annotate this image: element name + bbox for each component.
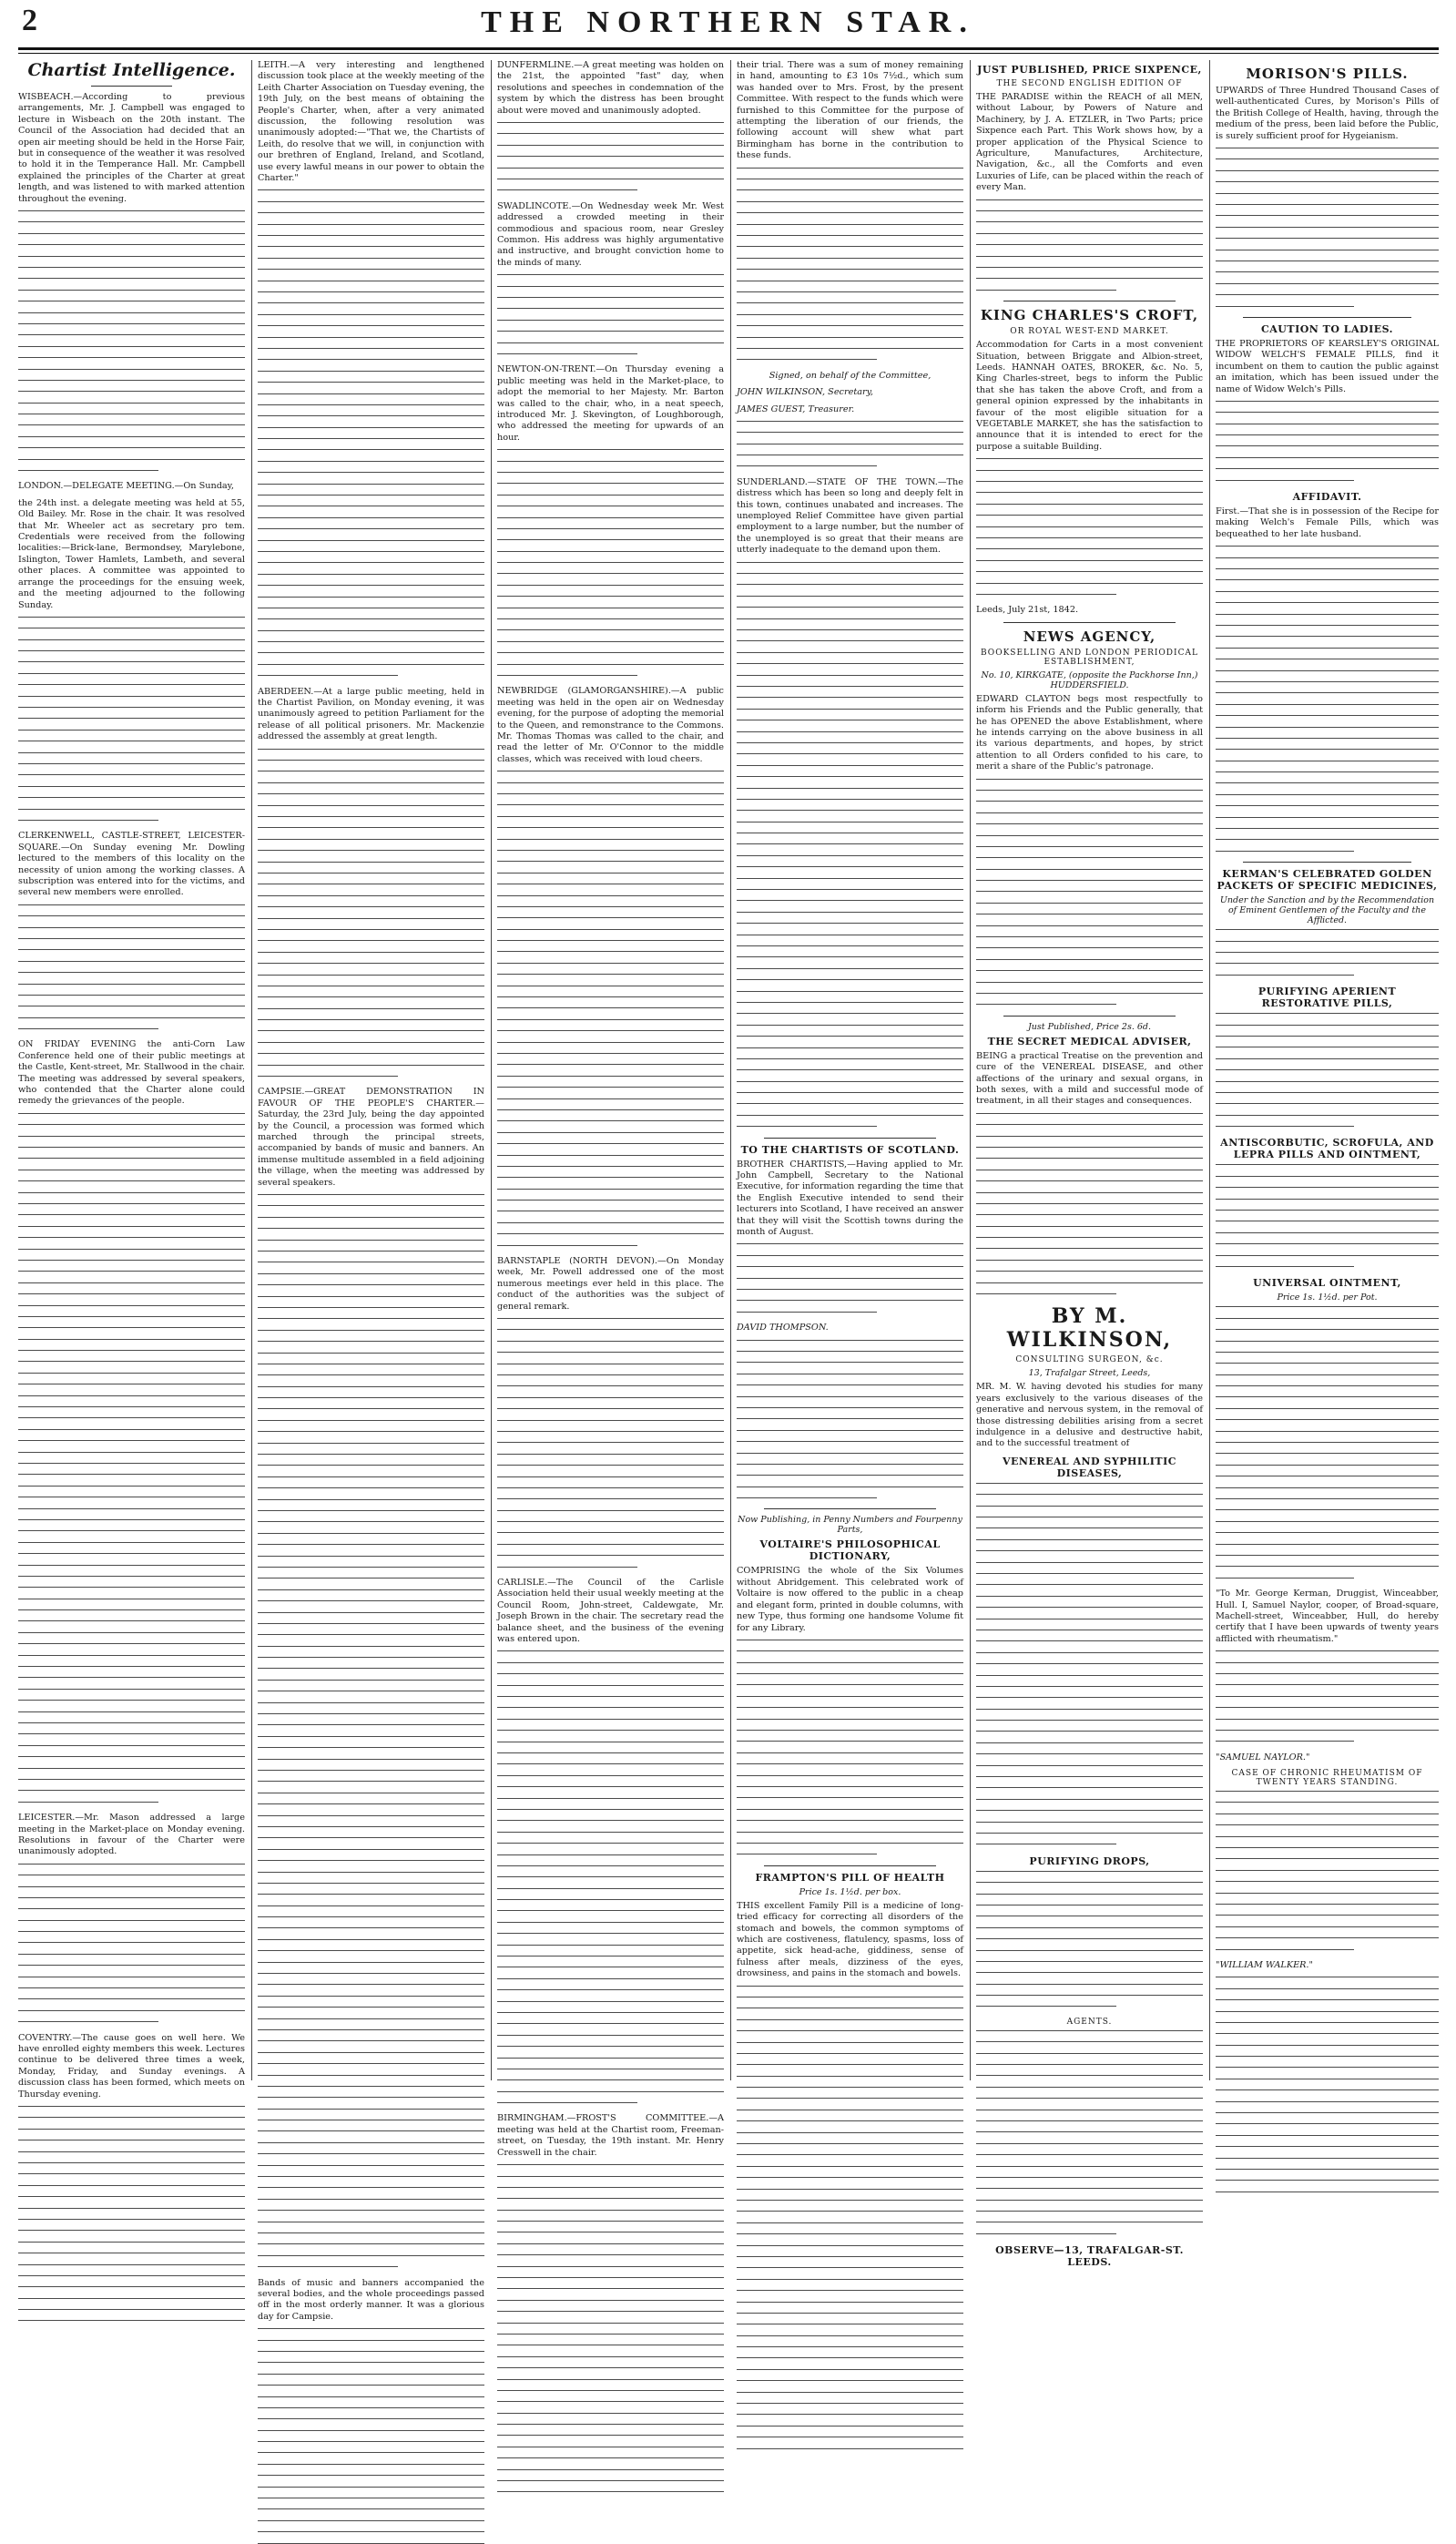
filler-text: [1216, 546, 1439, 852]
heading-affidavit: AFFIDAVIT.: [1292, 491, 1362, 504]
columns-area: [18, 60, 1439, 2322]
ad-wilkinson: MR. M. W. having devoted his studies for many years exclusively to the various diseases of the generative and nervous system, in the removal of those distressing debilities arising from a secret indulgence in a delusive and destructive habit, and to the successful treatment of: [976, 1382, 1203, 1449]
filler-text: [1216, 929, 1439, 976]
column-separator: [970, 60, 971, 2080]
affidavit-text: First.—That she is in possession of the Recipe for making Welch's Female Pills, which was bequeathed to her late husband.: [1216, 506, 1439, 539]
heading-king-charles-croft: KING CHARLES'S CROFT,: [980, 307, 1199, 324]
heading-secret-medical-adviser: THE SECRET MEDICAL ADVISER,: [987, 1035, 1192, 1047]
frampton-price: Price 1s. 1½d. per box.: [799, 1886, 901, 1897]
filler-text: [737, 562, 963, 1128]
divider: [1243, 862, 1411, 863]
ad-news-agency: EDWARD CLAYTON begs most respectfully to inform his Friends and the Public generally, that he has OPENED the above Establishment, where he intends carrying on the above business in all its various departments, and hopes, by strict attention to all Orders confided to his care, to merit a share of the Public's patronage.: [976, 693, 1203, 772]
filler-text: [737, 1340, 963, 1498]
filler-text: [18, 904, 245, 1029]
kerman-subtitle: Under the Sanction and by the Recommendation of Eminent Gentlemen of the Faculty and the Afflicted.: [1219, 895, 1435, 926]
page-number: 2: [22, 4, 37, 37]
section-title: Chartist Intelligence.: [27, 60, 236, 80]
article-barnstaple: BARNSTAPLE (NORTH DEVON).—On Monday week, Mr. Powell addressed one of the most numerous meetings ever held in this place. The conduct of the authorities was the subject of general remark.: [497, 1256, 724, 1312]
article-newbridge: NEWBRIDGE (GLAMORGANSHIRE).—A public meeting was held in the open air on Wednesday evening, for the purpose of adopting the memorial to the Queen, and remonstrance to the Commons. Mr. Thomas Thomas was called to the chair, and read the letter of Mr. O'Connor to the middle classes, which was received with loud cheers.: [497, 686, 724, 764]
testimonial-naylor: "To Mr. George Kerman, Druggist, Winceabber, Hull. I, Samuel Naylor, cooper, of Broad-square, Machell-street, Winceabber, Hull, do hereby certify that I have been upwards of twenty years afflicted with rheumatism.": [1216, 1589, 1439, 1644]
heading-kermans-packets: KERMAN'S CELEBRATED GOLDEN PACKETS OF SPECIFIC MEDICINES,: [1217, 868, 1438, 893]
article-wisbeach: WISBEACH.—According to previous arrangements, Mr. J. Campbell was engaged to lecture in Wisbeach on the 20th instant. The Council of the Association had decided that an open air meeting should be held in the Horse Fair, but in consequence of the weather it was resolved to hold it in the Temperance Hall. Mr. Campbell explained the principles of the Charter at great length, and was listened to with marked attention throughout the evening.: [18, 92, 245, 204]
filler-text: [1216, 1306, 1439, 1578]
heading-purifying-drops: PURIFYING DROPS,: [1029, 1854, 1150, 1867]
ad-secret-medical-adviser: BEING a practical Treatise on the prevention and cure of the VENEREAL DISEASE, and other affections of the urinary and sexual organs, in both sexes, with a mild and successful mode of treatment, in all their stages and consequences.: [976, 1050, 1203, 1107]
filler-text: [258, 1194, 484, 2267]
filler-text: [1216, 1164, 1439, 1267]
article-birmingham: BIRMINGHAM.—FROST'S COMMITTEE.—A meeting was held at the Chartist room, Freeman-street, on Tuesday, the 19th instant. Mr. Henry Cresswell in the chair.: [497, 2113, 724, 2158]
column-separator: [251, 60, 252, 2080]
article-london: the 24th inst. a delegate meeting was held at 55, Old Bailey. Mr. Rose in the chair. It was resolved that Mr. Wheeler act as secretary pro tem. Credentials were received from the following localities:—Brick-lane, Bermondsey, Marylebone, Islington, Tower Hamlets, Lambeth, and several other places. A committee was appointed to arrange the proceedings for the ensuing week, and the meeting adjourned to the following Sunday.: [18, 497, 245, 610]
filler-text: [1216, 1650, 1439, 1742]
wilkinson-subtitle: CONSULTING SURGEON, &c.: [1015, 1355, 1164, 1365]
filler-text: [976, 1113, 1203, 1294]
filler-text: [258, 189, 484, 676]
article-coventry: COVENTRY.—The cause goes on well here. We have enrolled eighty members this week. Lectures continue to be delivered three times a week, Monday, Friday, and Sunday evenings. A discussion class has been formed, which meets on Thursday evening.: [18, 2032, 245, 2100]
heading-agents: AGENTS.: [1066, 2017, 1113, 2027]
heading-antiscorbutic-pills: ANTISCORBUTIC, SCROFULA, AND LEPRA PILLS AND OINTMENT,: [1220, 1137, 1434, 1161]
article-leith: LEITH.—A very interesting and lengthened discussion took place at the weekly meeting of the Leith Charter Association on Tuesday evening, the 19th July, on the best means of obtaining the People's Charter, when, after a very animated discussion, the following resolution was unanimously adopted:—"That we, the Chartists of Leith, do resolve that we will, in conjunction with our brethren of England, Ireland, and Scotland, use every lawful means in our power to obtain the Charter.": [258, 60, 484, 184]
column-separator: [730, 60, 731, 2080]
newspaper-title: THE NORTHERN STAR.: [481, 5, 975, 39]
ad-voltaire: COMPRISING the whole of the Six Volumes without Abridgement. This celebrated work of Voltaire is now offered to the public in a cheap and elegant form, printed in double columns, with new Type, thus forming one handsome Volume fit for any Library.: [737, 1566, 963, 1633]
article-scotland: BROTHER CHARTISTS,—Having applied to Mr. John Campbell, Secretary to the National Executive, for information regarding the time that the English Executive intended to send their lecturers into Scotland, I have received an answer that they will visit the Scottish towns during the month of August.: [737, 1159, 963, 1238]
divider: [1243, 317, 1411, 318]
voltaire-ad-line: Now Publishing, in Penny Numbers and Fourpenny Parts,: [738, 1515, 962, 1536]
ad-kearsley: THE PROPRIETORS OF KEARSLEY'S ORIGINAL WIDOW WELCH'S FEMALE PILLS, find it incumbent on them to caution the public against an imitation, which has been issued under the name of Widow Welch's Pills.: [1216, 338, 1439, 394]
filler-text: [497, 2164, 724, 2492]
signer-treasurer: JAMES GUEST, Treasurer.: [737, 404, 855, 414]
news-subtitle: BOOKSELLING AND LONDON PERIODICAL ESTABLISHMENT,: [981, 648, 1198, 667]
article-carlisle: CARLISLE.—The Council of the Carlisle Association held their usual weekly meeting at the Council Room, John-street, Caldewgate, Mr. Joseph Brown in the chair. The secretary read the balance sheet, and the business of the evening was entered upon.: [497, 1578, 724, 1645]
column-5: [976, 60, 1203, 2269]
article-heading-london: LONDON.—DELEGATE MEETING.—On Sunday,: [18, 481, 234, 492]
column-separator: [1209, 60, 1210, 2080]
article-swadlincote: SWADLINCOTE.—On Wednesday week Mr. West addressed a crowded meeting in their commodious and spacious room, near Gresley Common. His address was highly argumentative and instructive, and brought conviction home to the minds of many.: [497, 200, 724, 268]
heading-morisons-pills: MORISON'S PILLS.: [1246, 66, 1409, 82]
filler-text: [737, 168, 963, 361]
ad-morisons-pills: UPWARDS of Three Hundred Thousand Cases of well-authenticated Cures, by Morison's Pills of the British College of Health, having, through the medium of the press, been laid before the Public, is surely sufficient proof for Hygeianism.: [1216, 86, 1439, 141]
adviser-price: Just Published, Price 2s. 6d.: [1027, 1021, 1152, 1032]
column-3: [497, 60, 724, 2158]
divider: [1003, 1016, 1176, 1017]
filler-text: [976, 458, 1203, 595]
ad-paradise: THE PARADISE within the REACH of all MEN, without Labour, by Powers of Nature and Machinery, by J. A. ETZLER, in Two Parts; price Sixpence each Part. This Work shows how, by a proper application of the Physical Science to Agriculture, Manufactures, Architecture, Navigation, &c., all the Comforts and even Luxuries of Life, can be placed within the reach of every Man.: [976, 92, 1203, 193]
article-dunfermline: DUNFERMLINE.—A great meeting was holden on the 21st, the appointed "fast" day, when resolutions and speeches in condemnation of the system by which the distress has been brought about were moved and unanimously adopted.: [497, 60, 724, 116]
heading-universal-ointment: UNIVERSAL OINTMENT,: [1253, 1277, 1401, 1290]
divider: [91, 86, 172, 87]
signature-walker: "WILLIAM WALKER.": [1216, 1959, 1313, 1970]
article-campsie-closing: Bands of music and banners accompanied the several bodies, and the whole proceedings passed off in the most orderly manner. It was a glorious day for Campsie.: [258, 2277, 484, 2322]
filler-text: [737, 1243, 963, 1312]
signature-scotland: DAVID THOMPSON.: [737, 1323, 829, 1333]
column-separator: [491, 60, 492, 2080]
ad-croft: Accommodation for Carts in a most convenient Situation, between Briggate and Albion-street, Leeds. HANNAH OATES, BROKER, &c. No. 5, King Charles-street, begs to inform the Public that she has taken the above Croft, and from a general opinion expressed by the inhabitants in favour of the most eligible situation for a VEGETABLE MARKET, she has the satisfaction to announce that it is intended to erect for the purpose a suitable Building.: [976, 340, 1203, 452]
article-campsie: CAMPSIE.—GREAT DEMONSTRATION IN FAVOUR OF THE PEOPLE'S CHARTER.—Saturday, the 23rd July, being the day appointed by the Council, a procession was formed which marched through the principal streets, accompanied by bands of music and banners. An immense multitude assembled in a field adjoining the village, when the meeting was addressed by several speakers.: [258, 1087, 484, 1188]
article-sunderland: SUNDERLAND.—STATE OF THE TOWN.—The distress which has been so long and deeply felt in this town, continues unabated and increases. The unemployed Relief Committee have given partial employment to a large number, but the number of the unemployed is so great that their means are utterly inadequate to the demand upon them.: [737, 476, 963, 556]
article-leicester: LEICESTER.—Mr. Mason addressed a large meeting in the Market-place on Monday evening. Resolutions in favour of the Charter were unanimously adopted.: [18, 1813, 245, 1857]
filler-text: [737, 1986, 963, 2449]
paradise-edition: THE SECOND ENGLISH EDITION OF: [996, 79, 1183, 88]
filler-text: [1216, 401, 1439, 481]
filler-text: [497, 449, 724, 676]
divider: [1003, 622, 1176, 623]
filler-text: [737, 1640, 963, 1854]
signer-secretary: JOHN WILKINSON, Secretary,: [737, 387, 873, 398]
column-2: [258, 60, 484, 2322]
heading-venereal-diseases: VENEREAL AND SYPHILITIC DISEASES,: [1002, 1455, 1176, 1479]
heading-news-agency: NEWS AGENCY,: [1023, 628, 1156, 645]
filler-text: [258, 749, 484, 1077]
divider: [764, 1138, 936, 1139]
filler-text: [18, 210, 245, 471]
column-4: [737, 60, 963, 2080]
filler-text: [18, 1864, 245, 2022]
filler-text: [976, 779, 1203, 1006]
croft-subtitle: OR ROYAL WEST-END MARKET.: [1010, 327, 1169, 337]
filler-text: [976, 1871, 1203, 2008]
filler-text: [258, 2328, 484, 2543]
filler-text: [497, 274, 724, 354]
heading-voltaire: VOLTAIRE'S PHILOSOPHICAL DICTIONARY,: [759, 1538, 941, 1563]
heading-scotland: TO THE CHARTISTS OF SCOTLAND.: [740, 1143, 960, 1156]
signature-naylor: "SAMUEL NAYLOR.": [1216, 1752, 1310, 1762]
article-friday: ON FRIDAY EVENING the anti-Corn Law Conference held one of their public meetings at the Castle, Kent-street, Mr. Stallwood in the chair. The meeting was addressed by several speakers, who contended that the Charter alone could remedy the grievances of the people.: [18, 1039, 245, 1107]
filler-text: [18, 2106, 245, 2321]
column-1: [18, 60, 245, 2100]
masthead: [0, 0, 1456, 67]
article-clerkenwell: CLERKENWELL, CASTLE-STREET, LEICESTER-SQUARE.—On Sunday evening Mr. Dowling lectured to the members of this locality on the necessity of union among the working classes. A subscription was entered into for the victims, and several new members were enrolled.: [18, 831, 245, 898]
filler-text: [497, 122, 724, 190]
filler-text: [497, 771, 724, 1245]
filler-text: [1216, 148, 1439, 306]
heading-purifying-aperient-pills: PURIFYING APERIENT RESTORATIVE PILLS,: [1257, 986, 1397, 1010]
heading-observe: OBSERVE—13, TRAFALGAR-ST. LEEDS.: [995, 2244, 1184, 2269]
divider: [764, 1508, 936, 1509]
filler-text: [737, 421, 963, 467]
filler-text: [976, 1483, 1203, 1845]
wilkinson-address: 13, Trafalgar Street, Leeds,: [1028, 1368, 1151, 1379]
article-committee-accounts: their trial. There was a sum of money remaining in hand, amounting to £3 10s 7½d., which sum was handed over to Mrs. Frost, by the present Committee. With respect to the funds which were furnished to this Committee for the purpose of attempting the liberation of our friends, the following account will shew what part Birmingham has borne in the contribution to these funds.: [737, 60, 963, 161]
heading-frampton: FRAMPTON'S PILL OF HEALTH: [755, 1871, 945, 1884]
article-aberdeen: ABERDEEN.—At a large public meeting, held in the Chartist Pavilion, on Monday evening, it was unanimously agreed to petition Parliament for the release of all political prisoners. Mr. Mackenzie addressed the assembly at great length.: [258, 686, 484, 742]
divider: [764, 1865, 936, 1866]
filler-text: [976, 199, 1203, 291]
news-address: No. 10, KIRKGATE, (opposite the Packhorse Inn,) HUDDERSFIELD.: [981, 669, 1198, 690]
filler-text: [1216, 1013, 1439, 1127]
signed-on-behalf: Signed, on behalf of the Committee,: [769, 370, 932, 381]
filler-text: [18, 1113, 245, 1803]
filler-text: [1216, 1977, 1439, 2192]
filler-text: [497, 1318, 724, 1568]
universal-ointment-price: Price 1s. 1½d. per Pot.: [1277, 1292, 1378, 1303]
croft-date: Leeds, July 21st, 1842.: [976, 605, 1079, 616]
column-6: [1216, 60, 1439, 2080]
ad-frampton: THIS excellent Family Pill is a medicine of long-tried efficacy for correcting all disorders of the stomach and bowels, the common symptoms of which are costiveness, flatulency, spasms, loss of appetite, sick head-ache, giddiness, sense of fulness after meals, dizziness of the eyes, drowsiness, and pains in the stomach and bowels.: [737, 1900, 963, 1979]
heading-chronic-rheumatism: CASE OF CHRONIC RHEUMATISM OF TWENTY YEARS STANDING.: [1231, 1769, 1423, 1788]
filler-text: [1216, 1791, 1439, 1949]
masthead-rule-thick: [18, 47, 1439, 50]
filler-text: [497, 1650, 724, 2103]
heading-caution-to-ladies: CAUTION TO LADIES.: [1261, 322, 1393, 335]
filler-text: [18, 617, 245, 821]
masthead-rule-thin: [18, 53, 1439, 54]
filler-text: [976, 2030, 1203, 2234]
heading-just-published: JUST PUBLISHED, PRICE SIXPENCE,: [977, 64, 1202, 76]
article-newton-on-trent: NEWTON-ON-TRENT.—On Thursday evening a public meeting was held in the Market-place, to adopt the memorial to her Majesty. Mr. Barton was called to the chair, who, in a neat speech, introduced Mr. J. Skevington, of Loughborough, who addressed the meeting for upwards of an hour.: [497, 364, 724, 443]
heading-wilkinson: BY M. WILKINSON,: [1006, 1304, 1173, 1353]
